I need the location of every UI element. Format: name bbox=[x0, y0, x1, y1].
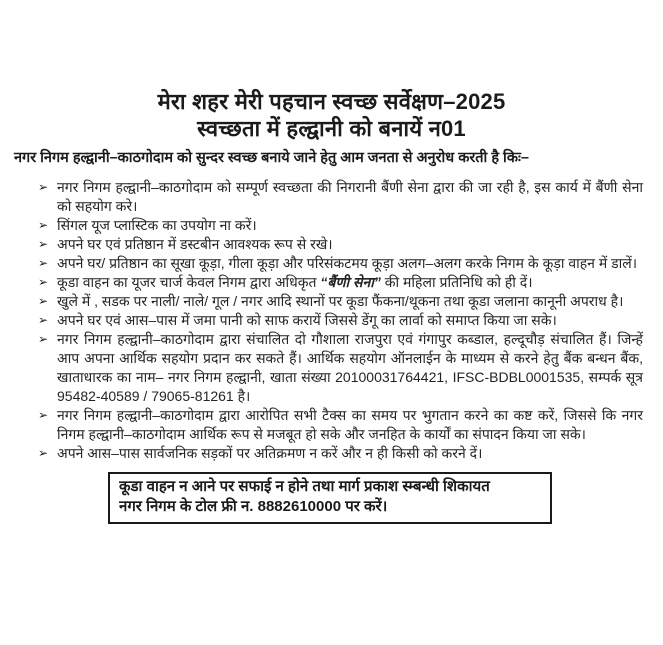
bullet-text: कूडा वाहन का यूजर चार्ज केवल निगम द्वारा अधिकृत “बैंणी सेना” की महिला प्रतिनिधि को ही दें। bbox=[57, 274, 533, 290]
page-title: मेरा शहर मेरी पहचान स्वच्छ सर्वेक्षण–2025 bbox=[157, 89, 506, 114]
arrow-bullet-icon: ➢ bbox=[38, 294, 49, 308]
bullet-text: अपने आस–पास सार्वजनिक सड़कों पर अतिक्रमण न करें और न ही किसी को करने दें। bbox=[57, 445, 483, 461]
bullet-text: अपने घर एवं आस–पास में जमा पानी को साफ करायें जिससे डेंगू का लार्वा को समाप्त किया जा सके। bbox=[57, 312, 557, 328]
bullet-text: नगर निगम हल्द्वानी–काठगोदाम को सम्पूर्ण स्वच्छता की निगरानी बैंणी सेना द्वारा की जा रही है, इस कार्य में बैंणी सेना को सहयोग करे। bbox=[57, 179, 643, 214]
arrow-bullet-icon: ➢ bbox=[38, 237, 49, 251]
intro-line: नगर निगम हल्द्वानी–काठगोदाम को सुन्दर स्वच्छ बनाये जाने हेतु आम जनता से अनुरोध करती है किः– bbox=[14, 150, 529, 166]
bullet-list bbox=[38, 178, 643, 463]
complaint-notice-box bbox=[108, 472, 552, 524]
list-item bbox=[38, 235, 643, 254]
list-item bbox=[38, 178, 643, 216]
list-item bbox=[38, 330, 643, 406]
bullet-text: नगर निगम हल्द्वानी–काठगोदाम द्वारा आरोपित सभी टैक्स का समय पर भुगतान करने का कष्ट करें, जिससे कि नगर निगम हल्द्वानी–काठगोदाम आर्थिक रूप से मजबूत हो सके और जनहित के कार्यों का संपादन किया जा सके। bbox=[57, 407, 643, 442]
bullet-text: सिंगल यूज प्लास्टिक का उपयोग ना करें। bbox=[57, 217, 257, 233]
arrow-bullet-icon: ➢ bbox=[38, 180, 49, 194]
notice-line-2: नगर निगम के टोल फ्री न. 8882610000 पर करें। bbox=[119, 498, 388, 515]
arrow-bullet-icon: ➢ bbox=[38, 446, 49, 460]
notice-line-1: कूडा वाहन न आने पर सफाई न होने तथा मार्ग प्रकाश स्म्बन्धी शिकायत bbox=[119, 478, 490, 495]
arrow-bullet-icon: ➢ bbox=[38, 275, 49, 289]
list-item bbox=[38, 406, 643, 444]
list-item bbox=[38, 444, 643, 463]
bullet-text: खुले में , सडक पर नाली/ नाले/ गूल / नगर आदि स्थानों पर कूडा फैंकना/थूकना तथा कूडा जलाना कानूनी अपराध है। bbox=[57, 293, 624, 309]
list-item bbox=[38, 311, 643, 330]
bullet-text: नगर निगम हल्द्वानी–काठगोदाम द्वारा संचालित दो गौशाला राजपुरा एवं गंगापुर कब्डाल, हल्दूचौड़ संचालित हैं। जिन्हें आप अपना आर्थिक सहयोग प्रदान कर सकते हैं। आर्थिक सहयोग ऑनलाईन के माध्यम से करने हेतु बैंक बन्धन बैंक, खाताधारक का नाम– नगर निगम हल्द्वानी, खाता संख्या 20100031764421, IFSC-BDBL0001535, सम्पर्क सूत्र 95482-40589 / 79065-81261 है। bbox=[57, 331, 643, 404]
bullet-text: अपने घर एवं प्रतिष्ठान में डस्टबीन आवश्यक रूप से रखे। bbox=[57, 236, 333, 252]
page-subtitle: स्वच्छता में हल्द्वानी को बनायें न01 bbox=[197, 116, 466, 141]
arrow-bullet-icon: ➢ bbox=[38, 332, 49, 346]
arrow-bullet-icon: ➢ bbox=[38, 218, 49, 232]
list-item bbox=[38, 292, 643, 311]
arrow-bullet-icon: ➢ bbox=[38, 408, 49, 422]
arrow-bullet-icon: ➢ bbox=[38, 313, 49, 327]
list-item bbox=[38, 254, 643, 273]
list-item bbox=[38, 273, 643, 292]
arrow-bullet-icon: ➢ bbox=[38, 256, 49, 270]
bullet-text: अपने घर/ प्रतिष्ठान का सूखा कूड़ा, गीला कूड़ा और परिसंकटमय कूड़ा अलग–अलग करके निगम के कूड़ा वाहन में डालें। bbox=[57, 255, 638, 271]
list-item bbox=[38, 216, 643, 235]
